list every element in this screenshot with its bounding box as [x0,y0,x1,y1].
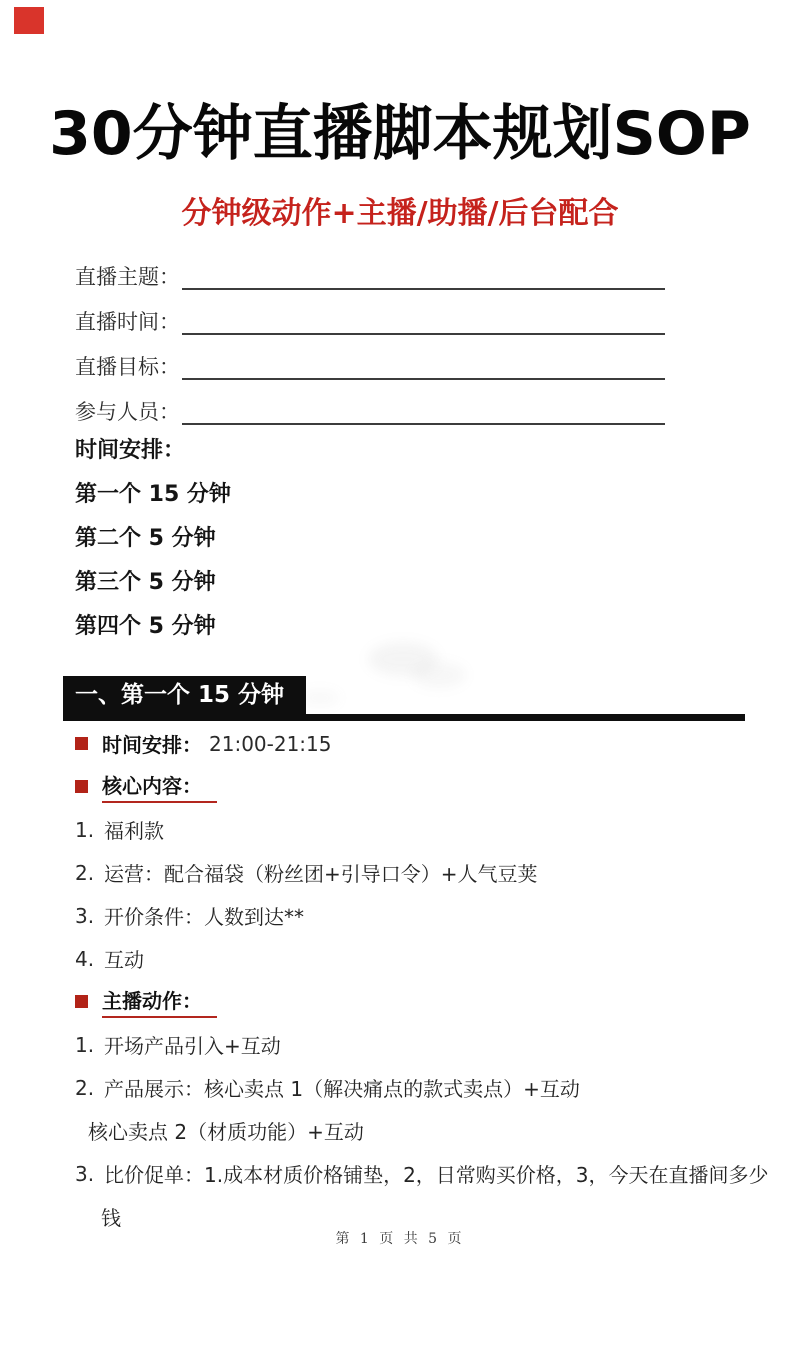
list-item [75,808,747,851]
list-item-number: 1. [75,817,95,842]
time-range-value: 21:00-21:15 [209,731,332,756]
form-field-label: 直播时间： [75,309,180,334]
list-item [75,937,747,980]
section-title-band: 一、第一个 15 分钟 [63,676,306,714]
time-range-label: 时间安排： [102,733,202,757]
form-field-row [75,299,665,335]
page-footer: 第 1 页 共 5 页 [335,1231,465,1247]
list-item [75,1023,747,1066]
list-item [75,1066,747,1109]
schedule-item: 第三个 5 分钟 [75,569,216,595]
form-field-blank-line [182,309,665,335]
list-item-text: 运营：配合福袋（粉丝团+引导口令）+人气豆荚 [104,862,538,886]
form-field-label: 直播主题： [75,264,180,289]
form-field-row [75,344,665,380]
list-item-continuation [75,1109,747,1152]
red-square-bullet-icon [75,737,88,750]
time-overview [75,426,231,646]
list-item-text: 开价条件：人数到达** [104,905,304,929]
list-item-number: 4. [75,946,95,971]
list-item-number: 3. [75,903,95,928]
list-item-text: 互动 [104,948,144,972]
list-item [75,851,747,894]
list-item-text: 比价促单：1.成本材质价格铺垫，2，日常购买价格，3，今天在直播间多少 [104,1163,769,1187]
schedule-item: 第二个 5 分钟 [75,525,216,551]
list-item-text: 产品展示：核心卖点 1（解决痛点的款式卖点）+互动 [104,1077,580,1101]
document-subtitle: 分钟级动作+主播/助播/后台配合 [181,196,619,231]
form-field-blank-line [182,399,665,425]
list-item-number: 2. [75,1075,95,1100]
form-field-blank-line [182,354,665,380]
header-form [75,254,665,434]
section-content [75,722,769,1238]
list-item-text: 钱 [101,1206,121,1230]
section-rule [63,676,745,721]
list-item-number: 2. [75,860,95,885]
list-item-text: 福利款 [104,819,164,843]
list-item-text: 开场产品引入+互动 [104,1034,281,1058]
form-field-label: 参与人员： [75,399,180,424]
red-square-bullet-icon [75,995,88,1008]
schedule-item: 第四个 5 分钟 [75,613,216,639]
form-field-row [75,389,665,425]
schedule-heading: 时间安排： [75,437,186,463]
anchor-actions-heading-row [75,980,747,1023]
form-field-blank-line [182,264,665,290]
core-content-label: 核心内容： [102,770,217,803]
list-item-number: 1. [75,1032,95,1057]
list-item [75,1152,769,1195]
document-title: 30分钟直播脚本规划SOP [49,99,751,169]
form-field-row [75,254,665,290]
form-field-label: 直播目标： [75,354,180,379]
corner-accent-square [14,7,44,34]
list-item [75,894,747,937]
time-range-row [75,722,747,765]
list-item-text: 核心卖点 2（材质功能）+互动 [88,1120,364,1144]
schedule-item: 第一个 15 分钟 [75,481,231,507]
anchor-actions-label: 主播动作： [102,985,217,1018]
list-item-number: 3. [75,1161,95,1186]
red-square-bullet-icon [75,780,88,793]
core-content-heading-row [75,765,747,808]
